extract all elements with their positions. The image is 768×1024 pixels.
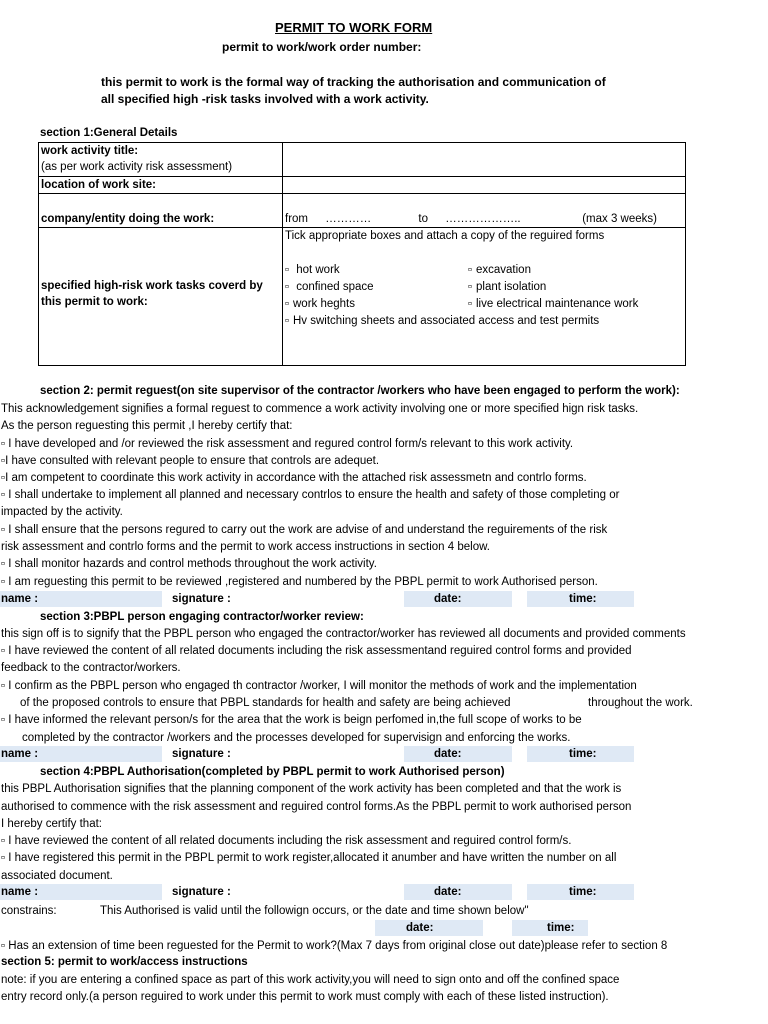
task-label: confined space <box>293 281 374 293</box>
to-label: to <box>418 213 428 225</box>
date-label: date: <box>434 748 462 760</box>
section2-line: impacted by the activity. <box>1 506 123 518</box>
constrains-text: This Authorised is valid until the followign occurs, or the date and time shown below" <box>100 905 529 917</box>
section4-line: ▫ I have registered this permit in the PBPL permit to work register,allocated it anumber and have written the number on all <box>1 852 617 864</box>
section3-line: of the proposed controls to ensure that PBPL standards for health and safety are being achieved <box>20 697 511 709</box>
date-label: date: <box>434 593 462 605</box>
high-risk-tasks-label-line2: this permit to work: <box>41 296 148 308</box>
section2-line: ▫ I have developed and /or reviewed the risk assessment and regured control form/s relevant to this work activity. <box>1 438 574 450</box>
section2-heading: section 2: permit reguest(on site supervisor of the contractor /workers who have been engaged to perform the work): <box>40 385 680 397</box>
company-field[interactable] <box>283 194 686 228</box>
company-label: company/entity doing the work: <box>39 194 283 228</box>
high-risk-tasks-label-line1: specified high-risk work tasks coverd by <box>41 280 263 292</box>
section3-line: ▫ I have informed the relevant person/s for the area that the work is beign perfomed in,the full scope of works to be <box>1 714 582 726</box>
section2-line: This acknowledgement signifies a formal reguest to commence a work activity involving one or more specified hign risk tasks. <box>1 403 639 415</box>
section2-line: ▫ I am reguesting this permit to be reviewed ,registered and numbered by the PBPL permit to work Authorised person. <box>1 576 598 588</box>
checkbox-icon[interactable]: ▫ <box>468 298 473 310</box>
task-label: live electrical maintenance work <box>476 298 639 310</box>
section3-line: this sign off is to signify that the PBPL person who engaged the contractor/worker has reviewed all documents and provided comments <box>1 628 686 640</box>
checkbox-icon[interactable]: ▫ <box>285 264 290 276</box>
general-details-table <box>38 142 686 366</box>
checkbox-icon[interactable]: ▫ <box>468 281 473 293</box>
checkbox-icon[interactable]: ▫ <box>285 315 290 327</box>
section3-line: completed by the contractor /workers and the processes developed for supervisign and enforcing the works. <box>22 732 571 744</box>
tick-instruction: Tick appropriate boxes and attach a copy of the reguired forms <box>285 230 605 242</box>
constrains-date-label: date: <box>406 922 434 934</box>
name-label: name : <box>1 748 39 760</box>
date-label: date: <box>434 886 462 898</box>
signature-label: signature : <box>172 593 231 605</box>
name-label: name : <box>1 593 39 605</box>
section4-heading: section 4:PBPL Authorisation(completed by PBPL permit to work Authorised person) <box>40 766 505 778</box>
task-live-electrical[interactable] <box>468 296 638 312</box>
high-risk-tasks-cell <box>283 228 686 366</box>
signature-label: signature : <box>172 886 231 898</box>
section5-line: entry record only.(a person reguired to work under this permit to work must comply with each of these listed instruction). <box>1 991 609 1003</box>
constrains-label: constrains: <box>1 905 57 917</box>
constrains-time-label: time: <box>547 922 575 934</box>
section2-line: ▫ I shall monitor hazards and control methods throughout the work activity. <box>1 558 377 570</box>
section3-heading: section 3:PBPL person engaging contractor/worker review: <box>40 611 364 623</box>
time-label: time: <box>569 886 597 898</box>
to-date-field[interactable]: ……………….. <box>445 213 521 225</box>
section2-line: ▫I have consulted with relevant people to ensure that controls are adequet. <box>1 455 380 467</box>
task-label: hot work <box>293 264 340 276</box>
section4-line: I hereby certify that: <box>1 818 102 830</box>
checkbox-icon[interactable]: ▫ <box>285 298 290 310</box>
location-label: location of work site: <box>39 177 283 194</box>
tasks-right-column <box>468 262 638 312</box>
section1-heading: section 1:General Details <box>40 127 178 139</box>
work-activity-title-field[interactable] <box>283 143 686 177</box>
task-label: excavation <box>476 264 531 276</box>
checkbox-icon[interactable]: ▫ <box>285 281 290 293</box>
task-label: plant isolation <box>476 281 547 293</box>
section4-line: authorised to commence with the risk assessment and reguired control forms.As the PBPL permit to work authorised person <box>1 801 632 813</box>
task-excavation[interactable] <box>468 262 638 278</box>
checkbox-icon[interactable]: ▫ <box>468 264 473 276</box>
task-plant-isolation[interactable] <box>468 279 638 295</box>
section2-line: risk assessment and contrlo forms and the permit to work access instructions in section 4 below. <box>1 541 490 553</box>
section2-line: ▫ I shall undertake to implement all planned and necessary contrlos to ensure the health and safety of those completing or <box>1 489 620 501</box>
location-field[interactable] <box>283 177 686 194</box>
work-activity-title-label <box>39 143 283 177</box>
section4-line: ▫ I have reviewed the content of all related documents including the risk assessment and reguired control form/s. <box>1 835 572 847</box>
work-activity-title-text: work activity title: <box>41 145 139 157</box>
from-date-field[interactable]: ………… <box>325 213 372 225</box>
name-label: name : <box>1 886 39 898</box>
form-title: PERMIT TO WORK FORM <box>275 20 433 35</box>
time-label: time: <box>569 593 597 605</box>
time-label: time: <box>569 748 597 760</box>
signature-label: signature : <box>172 748 231 760</box>
section4-line: this PBPL Authorisation signifies that the planning component of the work activity has been completed and that the work is <box>1 783 622 795</box>
extension-question: ▫ Has an extension of time been reguested for the Permit to work?(Max 7 days from original close out date)please refer to section 8 <box>1 940 668 952</box>
section3-line: feedback to the contractor/workers. <box>1 662 181 674</box>
high-risk-tasks-label <box>39 228 283 366</box>
section2-line: ▫I am competent to coordinate this work activity in accordance with the attached risk assessmetn and contrlo forms. <box>1 472 587 484</box>
max-weeks-note: (max 3 weeks) <box>582 213 657 225</box>
task-label: work heghts <box>293 298 356 310</box>
intro-line-1: this permit to work is the formal way of tracking the authorisation and communication of <box>101 75 606 89</box>
section5-heading: section 5: permit to work/access instructions <box>1 956 248 968</box>
section4-line: associated document. <box>1 870 113 882</box>
task-hv-switching[interactable] <box>285 313 599 329</box>
task-label: Hv switching sheets and associated access and test permits <box>293 315 600 327</box>
section3-line: ▫ I have reviewed the content of all related documents including the risk assessmentand reguired control forms and provided <box>1 645 632 657</box>
section2-line: ▫ I shall ensure that the persons regured to carry out the work are advise of and understand the reguirements of the risk <box>1 524 608 536</box>
from-label: from <box>285 213 308 225</box>
work-order-number-label: permit to work/work order number: <box>222 40 422 54</box>
section3-line: ▫ I confirm as the PBPL person who engaged th contractor /worker, I will monitor the methods of work and the implementation <box>1 680 637 692</box>
section5-line: note: if you are entering a confined space as part of this work activity,you will need to sign onto and off the confined space <box>1 974 620 986</box>
work-activity-title-note: (as per work activity risk assessment) <box>41 161 233 173</box>
intro-line-2: all specified high -risk tasks involved with a work activity. <box>101 92 429 106</box>
section3-line: throughout the work. <box>588 697 693 709</box>
section2-line: As the person reguesting this permit ,I hereby certify that: <box>1 420 293 432</box>
